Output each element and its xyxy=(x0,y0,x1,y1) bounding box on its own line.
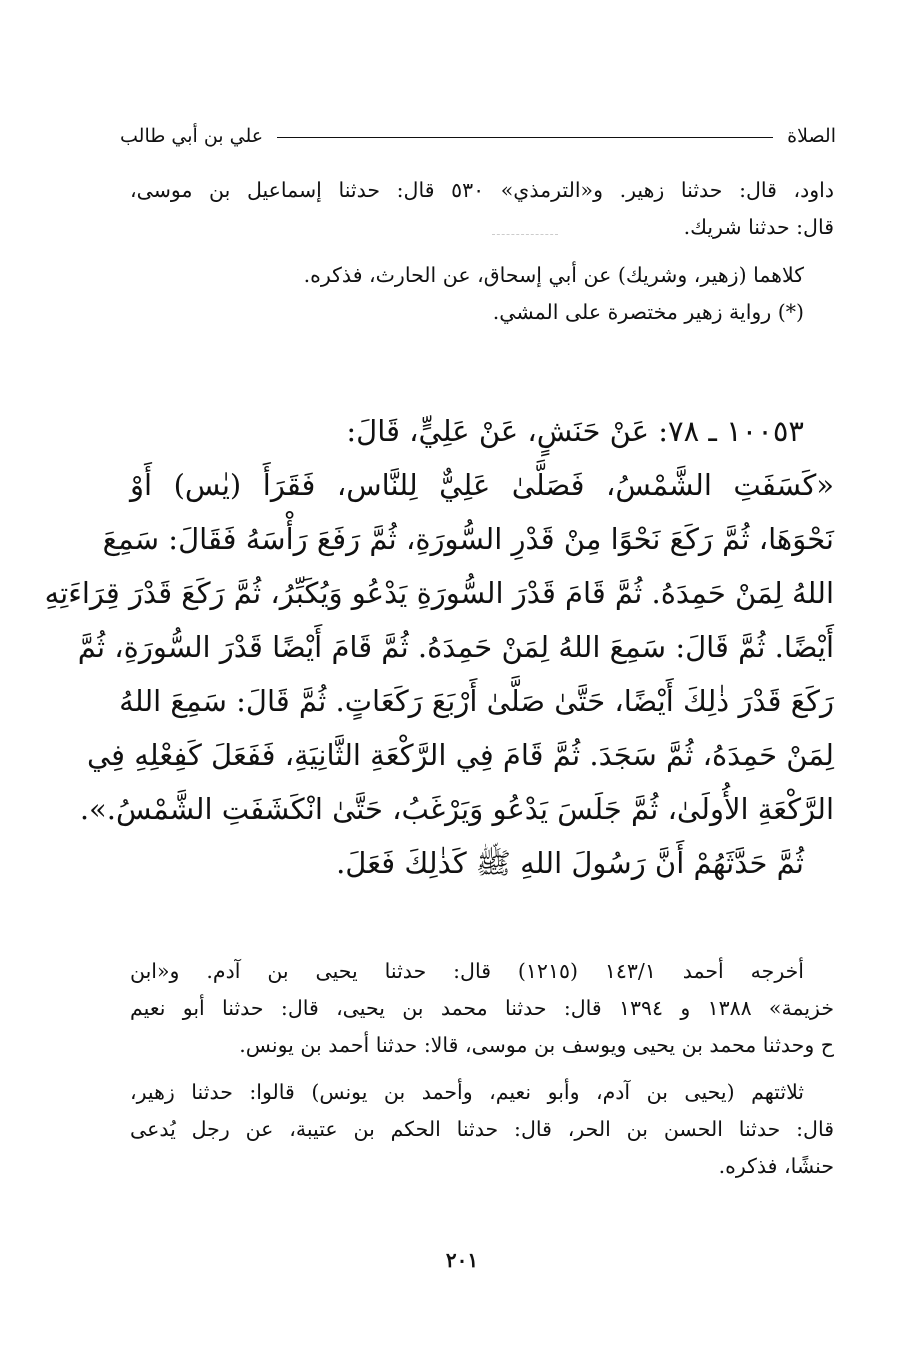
hadith-line: لِمَنْ حَمِدَهُ، ثُمَّ سَجَدَ. ثُمَّ قَامَ فِي الرَّكْعَةِ الثَّانِيَةِ، فَفَعَلَ كَفِعْلِهِ فِي xyxy=(86,738,834,772)
note-line: (*) رواية زهير مختصرة على المشي. xyxy=(492,300,804,324)
header-chapter-title: الصلاة xyxy=(787,125,836,147)
note-line: قال: حدثنا شريك. xyxy=(683,215,834,239)
hadith-closing-line: ثُمَّ حَدَّثَهُمْ أَنَّ رَسُولَ اللهِ ﷺ كَذٰلِكَ فَعَلَ. xyxy=(336,846,804,880)
hadith-line: الرَّكْعَةِ الأُولَىٰ، ثُمَّ جَلَسَ يَدْعُو وَيَرْغَبُ، حَتَّىٰ انْكَشَفَتِ الشَّمْسُ.». xyxy=(79,792,834,826)
hadith-line: أَيْضًا. ثُمَّ قَالَ: سَمِعَ اللهُ لِمَنْ حَمِدَهُ. ثُمَّ قَامَ أَيْضًا قَدْرَ السُّورَةِ، ثُمَّ xyxy=(77,630,834,664)
footnote-line: أخرجه أحمد ١٤٣/١ (١٢١٥) قال: حدثنا يحيى بن آدم. و«ابن xyxy=(130,959,804,983)
top-notes xyxy=(130,172,834,331)
hadith-line: رَكَعَ قَدْرَ ذٰلِكَ أَيْضًا، حَتَّىٰ صَلَّىٰ أَرْبَعَ رَكَعَاتٍ. ثُمَّ قَالَ: سَمِعَ اللهُ xyxy=(119,684,834,718)
hadith-line: «كَسَفَتِ الشَّمْسُ، فَصَلَّىٰ عَلِيٌّ لِلنَّاس، فَقَرَأَ (يٰس) أَوْ xyxy=(130,468,834,502)
footnote-line: ح وحدثنا محمد بن يحيى ويوسف بن موسى، قالا: حدثنا أحمد بن يونس. xyxy=(239,1033,834,1057)
footnote-line: ثلاثتهم (يحيى بن آدم، وأبو نعيم، وأحمد بن يونس) قالوا: حدثنا زهير، xyxy=(130,1080,804,1104)
footnote-line: قال: حدثنا الحسن بن الحر، قال: حدثنا الحكم بن عتيبة، عن رجل يُدعى xyxy=(130,1117,834,1141)
hadith-number-line: ١٠٠٥٣ ـ ٧٨: عَنْ حَنَشٍ، عَنْ عَلِيٍّ، قَالَ: xyxy=(346,414,804,448)
header-section-title: علي بن أبي طالب xyxy=(120,125,264,147)
footnotes xyxy=(130,953,834,1185)
footnote-line: حنشًا، فذكره. xyxy=(718,1154,834,1178)
page-number: ٢٠١ xyxy=(445,1248,479,1272)
hadith-line: اللهُ لِمَنْ حَمِدَهُ. ثُمَّ قَامَ قَدْرَ السُّورَةِ يَدْعُو وَيُكَبِّرُ، ثُمَّ رَكَعَ قَدْرَ قِرَاءَتِهِ xyxy=(44,576,834,610)
hadith-text xyxy=(44,404,834,890)
note-line: كلاهما (زهير، وشريك) عن أبي إسحاق، عن الحارث، فذكره. xyxy=(303,263,804,287)
footnote-line: خزيمة» ١٣٨٨ و ١٣٩٤ قال: حدثنا محمد بن يحيى، قال: حدثنا أبو نعيم xyxy=(130,996,835,1020)
faint-mark xyxy=(492,234,558,235)
header-rule xyxy=(277,137,773,138)
note-line: داود، قال: حدثنا زهير. و«الترمذي» ٥٣٠ قال: حدثنا إسماعيل بن موسى، xyxy=(130,178,834,202)
running-header xyxy=(120,118,836,154)
hadith-line: نَحْوَهَا، ثُمَّ رَكَعَ نَحْوًا مِنْ قَدْرِ السُّورَةِ، ثُمَّ رَفَعَ رَأْسَهُ فَقَالَ: سَمِعَ xyxy=(102,522,834,556)
